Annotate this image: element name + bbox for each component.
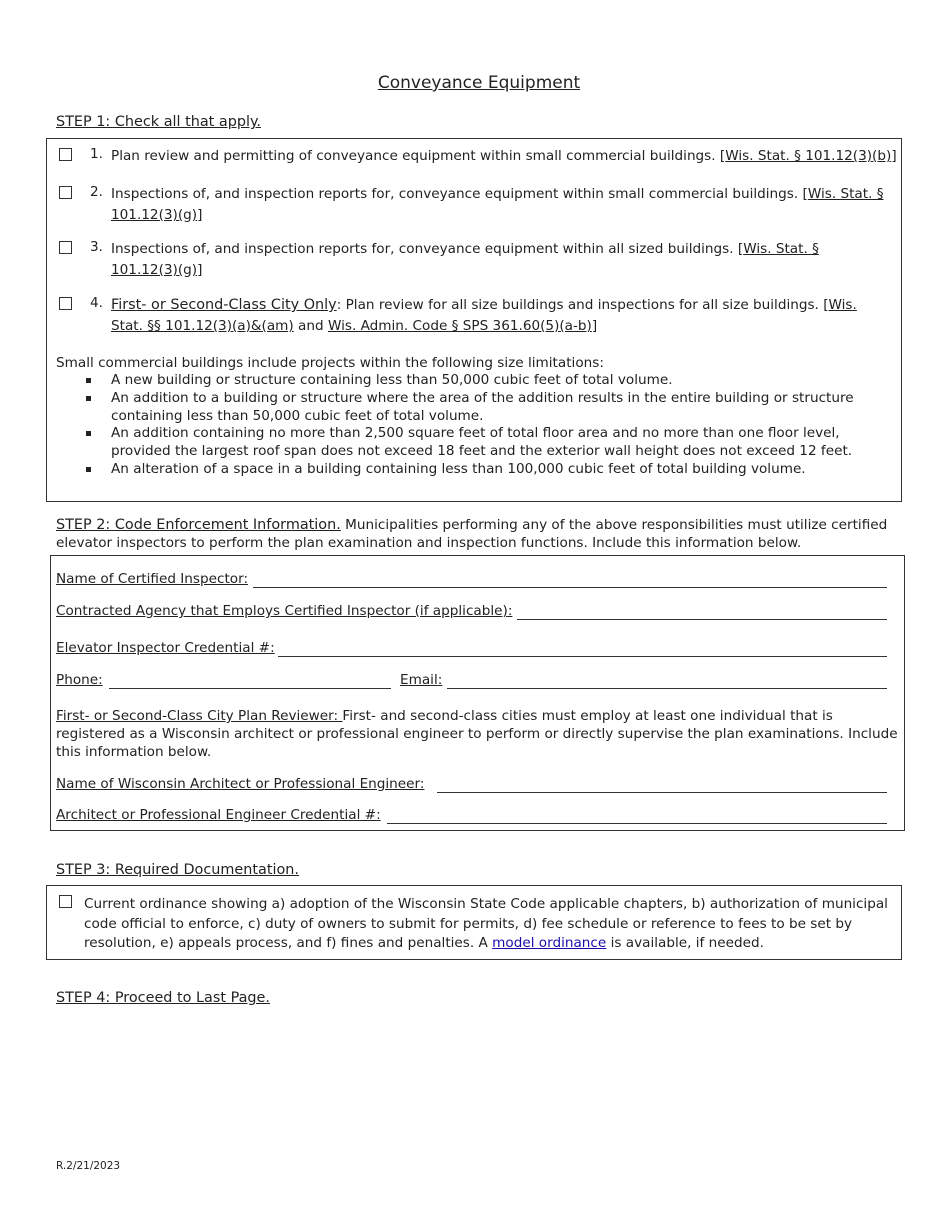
step1-heading: STEP 1: Check all that apply.	[56, 114, 262, 130]
model-ordinance-link[interactable]: model ordinance	[492, 935, 607, 951]
step3-ordinance-checkbox[interactable]	[59, 895, 72, 908]
step2-heading: STEP 2: Code Enforcement Information.	[56, 517, 341, 533]
step1-item2-ref[interactable]: Wis. Stat. § 101.12(3)(g)	[111, 186, 884, 223]
bullet-icon	[86, 431, 91, 436]
step1-item4-close: ]	[591, 318, 598, 334]
step1-item2-checkbox[interactable]	[59, 186, 72, 199]
step2-description: Municipalities performing any of the above responsibilities must utilize certified elevator inspectors to perform the plan examination and inspection functions. Include this information below.	[56, 517, 888, 551]
step3-heading: STEP 3: Required Documentation.	[56, 862, 299, 878]
step1-item4-number: 4.	[90, 295, 103, 311]
step1-item2-text	[111, 184, 886, 226]
bullet-icon	[86, 396, 91, 401]
architect-name-colon: :	[419, 776, 425, 792]
step1-bullet-3: An addition containing no more than 2,500 square feet of total floor area and no more than one floor level, provided the largest roof span does not exceed 18 feet and the exterior wall height does not exceed 12 feet.	[111, 425, 853, 459]
page-title: Conveyance Equipment	[377, 73, 581, 93]
architect-credential-label	[56, 807, 381, 823]
step1-item3-number: 3.	[90, 239, 103, 255]
inspector-name-label-text: Name of Certified Inspector	[56, 571, 244, 587]
credential-label-text: Elevator Inspector Credential #	[56, 640, 271, 656]
step2-intro	[56, 516, 906, 552]
step1-item3-checkbox[interactable]	[59, 241, 72, 254]
step1-item1-checkbox[interactable]	[59, 148, 72, 161]
step1-item3-close: ]	[197, 262, 203, 278]
step1-item1-close: ]	[891, 148, 897, 164]
revision-date: R.2/21/2023	[56, 1160, 121, 1172]
step3-text	[84, 895, 898, 954]
step1-item3-desc: Inspections of, and inspection reports for, conveyance equipment within all sized buildings. [	[111, 241, 744, 257]
phone-label	[56, 672, 103, 688]
step1-item4-checkbox[interactable]	[59, 297, 72, 310]
step1-item4-ref2[interactable]: Wis. Admin. Code § SPS 361.60(5)(a-b)	[327, 318, 592, 334]
step3-text-before: Current ordinance showing a) adoption of the Wisconsin State Code applicable chapters, b) authorization of municipal code official to enforce, c) duty of owners to submit for permits, d) fee schedule or reference to fees to be set by resolution, e) appeals process, and f) fines and penalties. A	[84, 896, 888, 951]
phone-label-text: Phone	[56, 672, 99, 688]
agency-label	[56, 603, 512, 619]
inspector-name-label	[56, 571, 248, 587]
step1-item4-text	[111, 295, 893, 337]
step1-item3-ref[interactable]: Wis. Stat. § 101.12(3)(g)	[111, 241, 819, 278]
step2-box	[50, 555, 905, 831]
architect-credential-label-text: Architect or Professional Engineer Credential #	[56, 807, 377, 823]
architect-credential-field[interactable]	[387, 823, 887, 824]
inspector-name-colon: :	[243, 571, 249, 587]
phone-field[interactable]	[109, 688, 391, 689]
architect-name-field[interactable]	[437, 792, 887, 793]
step1-item1-number: 1.	[90, 146, 103, 162]
phone-colon: :	[98, 672, 103, 688]
step1-item1-text	[111, 146, 901, 167]
step1-bullet-4: An alteration of a space in a building containing less than 100,000 cubic feet of total building volume.	[111, 461, 806, 477]
step4-heading: STEP 4: Proceed to Last Page.	[56, 990, 270, 1006]
architect-name-label-text: Name of Wisconsin Architect or Professional Engineer	[56, 776, 420, 792]
step3-text-after: is available, if needed.	[606, 935, 764, 951]
step1-bullet-1: A new building or structure containing less than 50,000 cubic feet of total volume.	[111, 372, 673, 388]
step1-item4-desc: : Plan review for all size buildings and inspections for all size buildings. [	[336, 297, 829, 313]
step1-intro: Small commercial buildings include projects within the following size limitations:	[56, 355, 604, 371]
step1-item4-and: and	[293, 318, 328, 334]
step1-item4-ref[interactable]: Wis. Stat. §§ 101.12(3)(a)&(am)	[111, 297, 857, 334]
step1-item2-close: ]	[197, 207, 203, 223]
agency-label-text: Contracted Agency that Employs Certified Inspector (if applicable)	[56, 603, 508, 619]
step3-box	[46, 885, 902, 960]
email-label	[400, 672, 442, 688]
email-colon: :	[437, 672, 443, 688]
step1-item3-text	[111, 239, 823, 281]
agency-colon: :	[507, 603, 513, 619]
step1-item4-lead: First- or Second-Class City Only	[111, 297, 337, 313]
inspector-name-field[interactable]	[253, 587, 887, 588]
bullet-icon	[86, 378, 91, 383]
bullet-icon	[86, 467, 91, 472]
reviewer-heading: First- or Second-Class City Plan Reviewer:	[56, 708, 343, 724]
credential-field[interactable]	[278, 656, 887, 657]
reviewer-text: First- and second-class cities must employ at least one individual that is registered as a Wisconsin architect or professional engineer to perform or directly supervise the plan examinations. Include this information below.	[56, 708, 898, 760]
email-label-text: Email	[400, 672, 438, 688]
step1-item2-number: 2.	[90, 184, 103, 200]
credential-colon: :	[270, 640, 275, 656]
step1-bullet-2: An addition to a building or structure where the area of the addition results in the entire building or structure containing less than 50,000 cubic feet of total volume.	[111, 390, 854, 424]
email-field[interactable]	[447, 688, 887, 689]
step1-item2-desc: Inspections of, and inspection reports for, conveyance equipment within small commercial buildings. [	[111, 186, 808, 202]
step1-item1-desc: Plan review and permitting of conveyance equipment within small commercial buildings. [	[111, 148, 726, 164]
credential-label	[56, 640, 275, 656]
architect-name-label	[56, 776, 424, 792]
agency-field[interactable]	[517, 619, 887, 620]
step1-box	[46, 138, 902, 502]
reviewer-paragraph	[56, 707, 904, 761]
step1-item1-ref[interactable]: Wis. Stat. § 101.12(3)(b)	[725, 148, 892, 164]
architect-credential-colon: :	[376, 807, 381, 823]
